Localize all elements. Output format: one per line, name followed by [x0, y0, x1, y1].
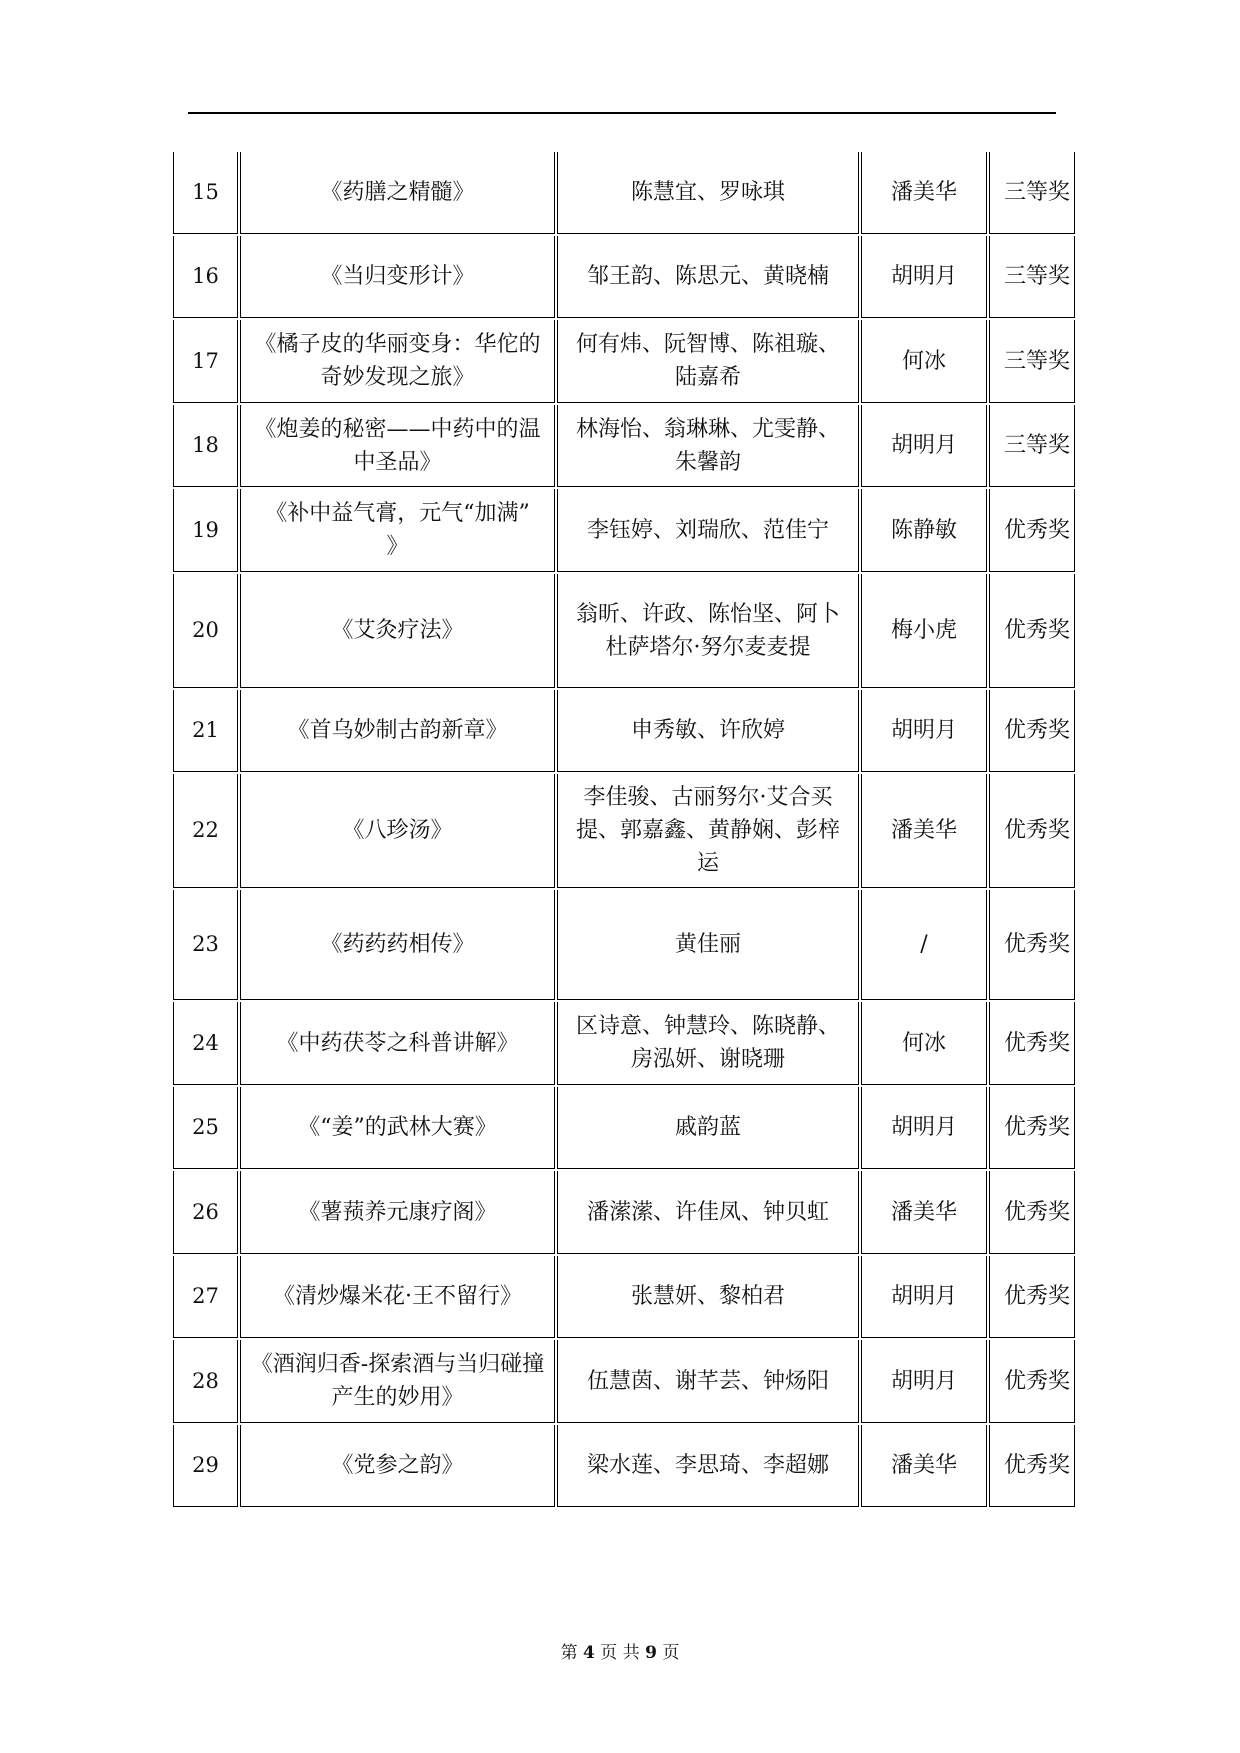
members: 李佳骏、古丽努尔·艾合买提、郭嘉鑫、黄静娴、彭梓运: [557, 774, 859, 888]
row-number: 29: [173, 1425, 238, 1507]
work-title: 《薯蓣养元康疗阁》: [240, 1171, 555, 1254]
teacher: 梅小虎: [861, 574, 987, 688]
teacher: 潘美华: [861, 1171, 987, 1254]
work-title: 《橘子皮的华丽变身：华佗的奇妙发现之旅》: [240, 320, 555, 403]
page-footer: [0, 1638, 1240, 1663]
members: 林海怡、翁琳琳、尤雯静、朱馨韵: [557, 405, 859, 487]
row-number: 21: [173, 690, 238, 772]
table-row: [173, 236, 1075, 318]
table-row: [173, 1087, 1075, 1169]
page-label-prefix: 第: [560, 1643, 578, 1663]
teacher: 何冰: [861, 320, 987, 403]
award: 优秀奖: [989, 1425, 1075, 1507]
work-title: 《党参之韵》: [240, 1425, 555, 1507]
row-number: 28: [173, 1340, 238, 1423]
table-row: [173, 890, 1075, 1000]
row-number: 16: [173, 236, 238, 318]
teacher: 何冰: [861, 1002, 987, 1085]
work-title: 《八珍汤》: [240, 774, 555, 888]
row-number: 15: [173, 152, 238, 234]
members: 李钰婷、刘瑞欣、范佳宁: [557, 489, 859, 572]
award: 优秀奖: [989, 890, 1075, 1000]
award: 优秀奖: [989, 1340, 1075, 1423]
members: 申秀敏、许欣婷: [557, 690, 859, 772]
award: 三等奖: [989, 152, 1075, 234]
members: 陈慧宜、罗咏琪: [557, 152, 859, 234]
awards-table: [171, 150, 1077, 1509]
row-number: 22: [173, 774, 238, 888]
table-row: [173, 1171, 1075, 1254]
teacher: 胡明月: [861, 405, 987, 487]
table-row: [173, 489, 1075, 572]
award: 三等奖: [989, 320, 1075, 403]
members: 区诗意、钟慧玲、陈晓静、房泓妍、谢晓珊: [557, 1002, 859, 1085]
table-row: [173, 152, 1075, 234]
members: 邹王韵、陈思元、黄晓楠: [557, 236, 859, 318]
teacher: 陈静敏: [861, 489, 987, 572]
total-pages-number: 9: [645, 1643, 657, 1663]
teacher: 胡明月: [861, 690, 987, 772]
table-row: [173, 1256, 1075, 1338]
header-rule: [188, 112, 1056, 114]
members: 梁水莲、李思琦、李超娜: [557, 1425, 859, 1507]
teacher: /: [861, 890, 987, 1000]
work-title: 《当归变形计》: [240, 236, 555, 318]
award: 优秀奖: [989, 574, 1075, 688]
award: 优秀奖: [989, 1087, 1075, 1169]
award: 优秀奖: [989, 489, 1075, 572]
award: 优秀奖: [989, 1002, 1075, 1085]
current-page-number: 4: [583, 1643, 595, 1663]
work-title: 《中药茯苓之科普讲解》: [240, 1002, 555, 1085]
members: 潘潆潆、许佳凤、钟贝虹: [557, 1171, 859, 1254]
members: 黄佳丽: [557, 890, 859, 1000]
award: 优秀奖: [989, 690, 1075, 772]
work-title: 《炮姜的秘密——中药中的温中圣品》: [240, 405, 555, 487]
teacher: 胡明月: [861, 1340, 987, 1423]
teacher: 胡明月: [861, 1256, 987, 1338]
work-title: 《艾灸疗法》: [240, 574, 555, 688]
page-label-mid: 页 共: [600, 1643, 640, 1663]
work-title: 《首乌妙制古韵新章》: [240, 690, 555, 772]
award: 优秀奖: [989, 1171, 1075, 1254]
members: 何有炜、阮智博、陈祖璇、陆嘉希: [557, 320, 859, 403]
table-row: [173, 1002, 1075, 1085]
table-row: [173, 405, 1075, 487]
work-title: 《补中益气膏，元气“加满” 》: [240, 489, 555, 572]
table-row: [173, 1425, 1075, 1507]
award: 优秀奖: [989, 774, 1075, 888]
work-title: 《酒润归香-探索酒与当归碰撞产生的妙用》: [240, 1340, 555, 1423]
row-number: 17: [173, 320, 238, 403]
row-number: 18: [173, 405, 238, 487]
work-title: 《清炒爆米花·王不留行》: [240, 1256, 555, 1338]
row-number: 23: [173, 890, 238, 1000]
table-row: [173, 320, 1075, 403]
award: 三等奖: [989, 405, 1075, 487]
table-row: [173, 1340, 1075, 1423]
row-number: 24: [173, 1002, 238, 1085]
members: 伍慧茵、谢芊芸、钟炀阳: [557, 1340, 859, 1423]
row-number: 26: [173, 1171, 238, 1254]
members: 戚韵蓝: [557, 1087, 859, 1169]
award: 优秀奖: [989, 1256, 1075, 1338]
page-label-suffix: 页: [662, 1643, 680, 1663]
work-title: 《药膳之精髓》: [240, 152, 555, 234]
members: 翁昕、许政、陈怡坚、阿卜杜萨塔尔·努尔麦麦提: [557, 574, 859, 688]
row-number: 25: [173, 1087, 238, 1169]
award: 三等奖: [989, 236, 1075, 318]
teacher: 潘美华: [861, 1425, 987, 1507]
work-title: 《药药药相传》: [240, 890, 555, 1000]
table-row: [173, 690, 1075, 772]
work-title: 《“姜”的武林大赛》: [240, 1087, 555, 1169]
row-number: 27: [173, 1256, 238, 1338]
awards-table-body: [173, 152, 1075, 1507]
members: 张慧妍、黎柏君: [557, 1256, 859, 1338]
teacher: 胡明月: [861, 1087, 987, 1169]
row-number: 19: [173, 489, 238, 572]
table-row: [173, 774, 1075, 888]
teacher: 潘美华: [861, 774, 987, 888]
row-number: 20: [173, 574, 238, 688]
teacher: 潘美华: [861, 152, 987, 234]
teacher: 胡明月: [861, 236, 987, 318]
table-row: [173, 574, 1075, 688]
